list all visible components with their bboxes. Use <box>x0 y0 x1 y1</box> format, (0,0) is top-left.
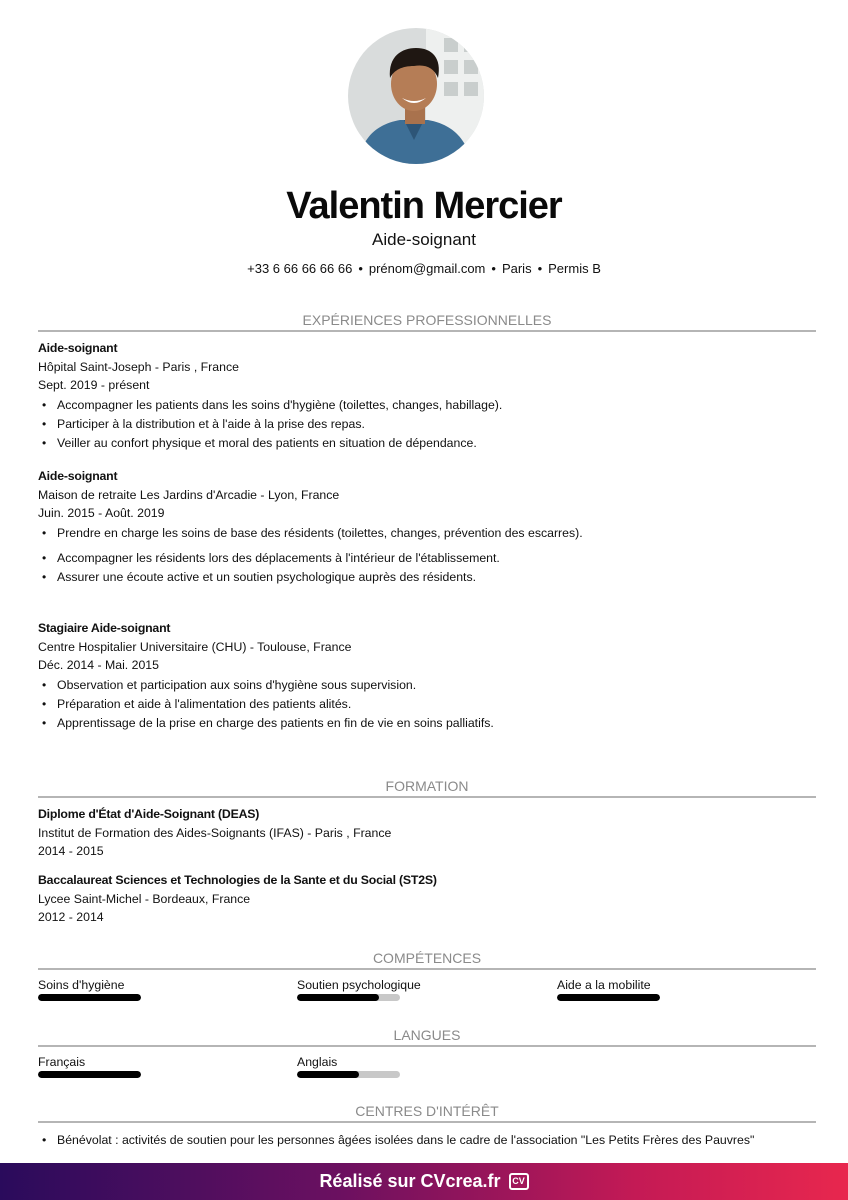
education-title: Diplome d'État d'Aide-Soignant (DEAS) <box>38 807 260 821</box>
experience-title: Aide-soignant <box>38 341 118 355</box>
skill-label: Aide a la mobilite <box>557 978 651 992</box>
experience-item <box>38 467 816 586</box>
experience-dates: Juin. 2015 - Août. 2019 <box>38 506 165 521</box>
bullet-item: • Accompagner les patients dans les soins d'hygiène (toilettes, changes, habillage). <box>38 396 816 415</box>
education-item <box>38 871 816 927</box>
experience-place: Maison de retraite Les Jardins d'Arcadie - Lyon, France <box>38 487 340 502</box>
phone-number: +33 6 66 66 66 66 <box>247 261 353 276</box>
experience-bullets <box>38 396 816 452</box>
bullet-item: • Accompagner les résidents lors des déplacements à l'intérieur de l'établissement. <box>38 549 816 568</box>
bullet-item: • Participer à la distribution et à l'aide à la prise des repas. <box>38 415 816 434</box>
driving-license: Permis B <box>548 261 601 276</box>
city: Paris <box>501 261 532 276</box>
experience-bullets <box>38 676 816 732</box>
job-title: Aide-soignant <box>372 230 476 249</box>
language-item <box>38 1055 258 1078</box>
bullet-item: • Prendre en charge les soins de base des résidents (toilettes, changes, prévention des escarres). <box>38 524 816 543</box>
interest-item: • Bénévolat : activités de soutien pour les personnes âgées isolées dans le cadre de l'association "Les Petits Frères des Pauvres" <box>38 1133 816 1147</box>
bullet-item: • Apprentissage de la prise en charge des patients en fin de vie en soins palliatifs. <box>38 714 816 733</box>
profile-photo-image <box>348 28 484 164</box>
section-heading-experience: EXPÉRIENCES PROFESSIONNELLES <box>38 312 816 332</box>
experience-title: Stagiaire Aide-soignant <box>38 621 171 635</box>
section-heading-skills: COMPÉTENCES <box>38 950 816 970</box>
bullet-item: • Préparation et aide à l'alimentation des patients alités. <box>38 695 816 714</box>
education-place: Lycee Saint-Michel - Bordeaux, France <box>38 891 251 906</box>
skill-level-fill <box>297 994 379 1001</box>
language-level-bar <box>297 1071 400 1078</box>
experience-item <box>38 619 816 732</box>
education-item <box>38 805 816 861</box>
experience-place: Centre Hospitalier Universitaire (CHU) - Toulouse, France <box>38 639 352 654</box>
skill-item <box>38 978 258 1001</box>
bullet-item: • Assurer une écoute active et un soutien psychologique auprès des résidents. <box>38 568 816 587</box>
skill-level-bar <box>38 994 141 1001</box>
cv-logo-icon: CV <box>509 1173 529 1190</box>
bullet-item: • Veiller au confort physique et moral des patients en situation de dépendance. <box>38 434 816 453</box>
skill-label: Soutien psychologique <box>297 978 421 992</box>
education-dates: 2012 - 2014 <box>38 910 104 925</box>
separator: • <box>358 261 363 276</box>
experience-dates: Sept. 2019 - présent <box>38 378 150 393</box>
language-label: Français <box>38 1055 86 1069</box>
education-title: Baccalaureat Sciences et Technologies de la Sante et du Social (ST2S) <box>38 873 437 887</box>
experience-item <box>38 339 816 452</box>
skill-item <box>297 978 517 1001</box>
profile-photo <box>348 28 484 164</box>
separator: • <box>537 261 543 276</box>
experience-dates: Déc. 2014 - Mai. 2015 <box>38 658 159 673</box>
language-item <box>297 1055 517 1078</box>
bullet-item: • Observation et participation aux soins d'hygiène sous supervision. <box>38 676 816 695</box>
skill-level-fill <box>38 994 141 1001</box>
experience-title: Aide-soignant <box>38 469 118 483</box>
language-level-bar <box>38 1071 141 1078</box>
skill-level-bar <box>557 994 660 1001</box>
footer-text: Réalisé sur CVcrea.fr <box>319 1171 501 1191</box>
section-heading-languages: LANGUES <box>38 1027 816 1047</box>
section-heading-interests: CENTRES D'INTÉRÊT <box>38 1103 816 1123</box>
experience-bullets <box>38 524 816 586</box>
skill-label: Soins d'hygiène <box>38 978 125 992</box>
skill-item <box>557 978 777 1001</box>
skill-level-bar <box>297 994 400 1001</box>
email-address: prénom@gmail.com <box>368 261 486 276</box>
education-dates: 2014 - 2015 <box>38 844 104 859</box>
language-label: Anglais <box>297 1055 338 1069</box>
candidate-name: Valentin Mercier <box>286 185 562 227</box>
language-level-fill <box>297 1071 359 1078</box>
language-level-fill <box>38 1071 141 1078</box>
contact-line <box>0 261 848 276</box>
interests-list <box>38 1133 816 1147</box>
footer-banner[interactable] <box>0 1163 848 1200</box>
separator: • <box>491 261 496 276</box>
experience-place: Hôpital Saint-Joseph - Paris , France <box>38 359 239 374</box>
section-heading-education: FORMATION <box>38 778 816 798</box>
skill-level-fill <box>557 994 660 1001</box>
education-place: Institut de Formation des Aides-Soignants (IFAS) - Paris , France <box>38 825 392 840</box>
